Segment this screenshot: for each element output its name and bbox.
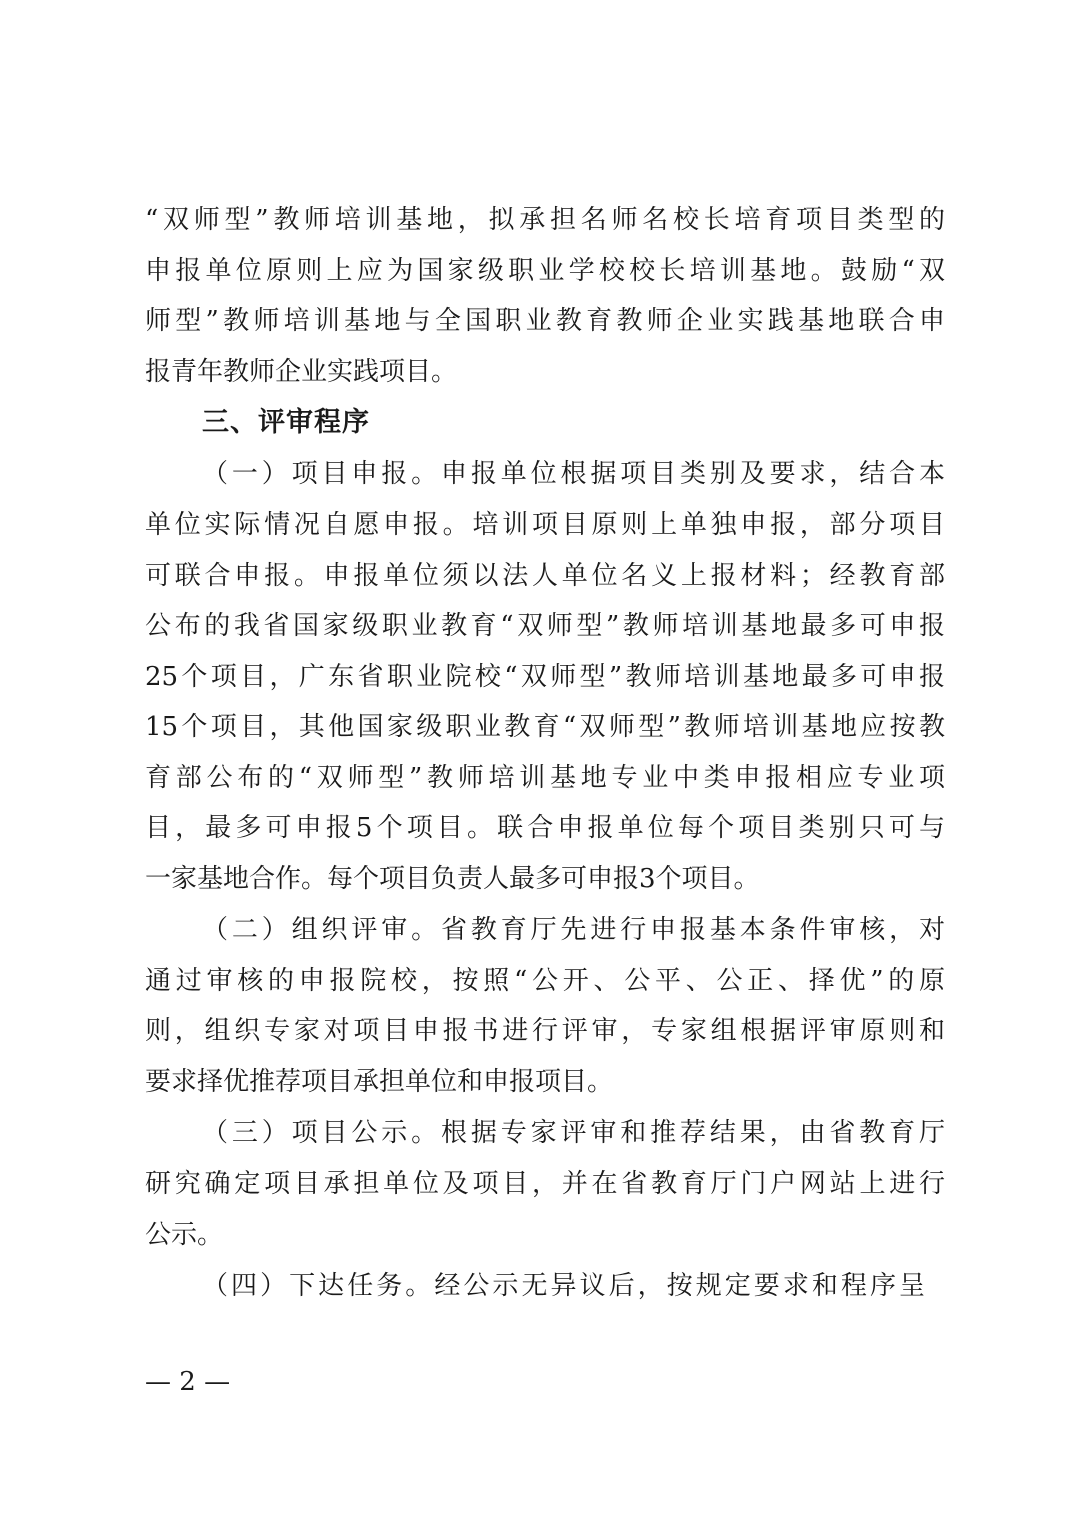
paragraph-line: 目，最多可申报5个项目。联合申报单位每个项目类别只可与 bbox=[145, 813, 945, 843]
paragraph-line: （一）项目申报。申报单位根据项目类别及要求，结合本 bbox=[202, 459, 945, 489]
paragraph-line: （二）组织评审。省教育厅先进行申报基本条件审核，对 bbox=[202, 915, 945, 945]
paragraph-line: 公示。 bbox=[145, 1220, 224, 1250]
paragraph-line: 研究确定项目承担单位及项目，并在省教育厅门户网站上进行 bbox=[145, 1169, 945, 1199]
paragraph-line: 育部公布的“双师型”教师培训基地专业中类申报相应专业项 bbox=[145, 763, 945, 793]
paragraph-line: 可联合申报。申报单位须以法人单位名义上报材料；经教育部 bbox=[145, 561, 945, 591]
paragraph-line: 申报单位原则上应为国家级职业学校校长培训基地。鼓励“双 bbox=[145, 256, 945, 286]
paragraph-line: 要求择优推荐项目承担单位和申报项目。 bbox=[145, 1067, 614, 1097]
paragraph-line: 通过审核的申报院校，按照“公开、公平、公正、择优”的原 bbox=[145, 966, 945, 996]
paragraph-line: （四）下达任务。经公示无异议后，按规定要求和程序呈 bbox=[202, 1271, 925, 1301]
paragraph-line: 25个项目，广东省职业院校“双师型”教师培训基地最多可申报 bbox=[145, 662, 945, 692]
paragraph-line: 一家基地合作。每个项目负责人最多可申报3个项目。 bbox=[145, 864, 760, 894]
paragraph-line: 报青年教师企业实践项目。 bbox=[145, 357, 458, 387]
section-heading: 三、评审程序 bbox=[202, 407, 370, 438]
paragraph-line: 则，组织专家对项目申报书进行评审，专家组根据评审原则和 bbox=[145, 1016, 945, 1046]
page-number: — 2 — bbox=[145, 1367, 231, 1397]
paragraph-line: （三）项目公示。根据专家评审和推荐结果，由省教育厅 bbox=[202, 1118, 945, 1148]
paragraph-line: 单位实际情况自愿申报。培训项目原则上单独申报，部分项目 bbox=[145, 510, 945, 540]
paragraph-line: 公布的我省国家级职业教育“双师型”教师培训基地最多可申报 bbox=[145, 611, 945, 641]
paragraph-line: 师型”教师培训基地与全国职业教育教师企业实践基地联合申 bbox=[145, 306, 945, 336]
paragraph-line: “双师型”教师培训基地，拟承担名师名校长培育项目类型的 bbox=[145, 205, 945, 235]
paragraph-line: 15个项目，其他国家级职业教育“双师型”教师培训基地应按教 bbox=[145, 712, 945, 742]
